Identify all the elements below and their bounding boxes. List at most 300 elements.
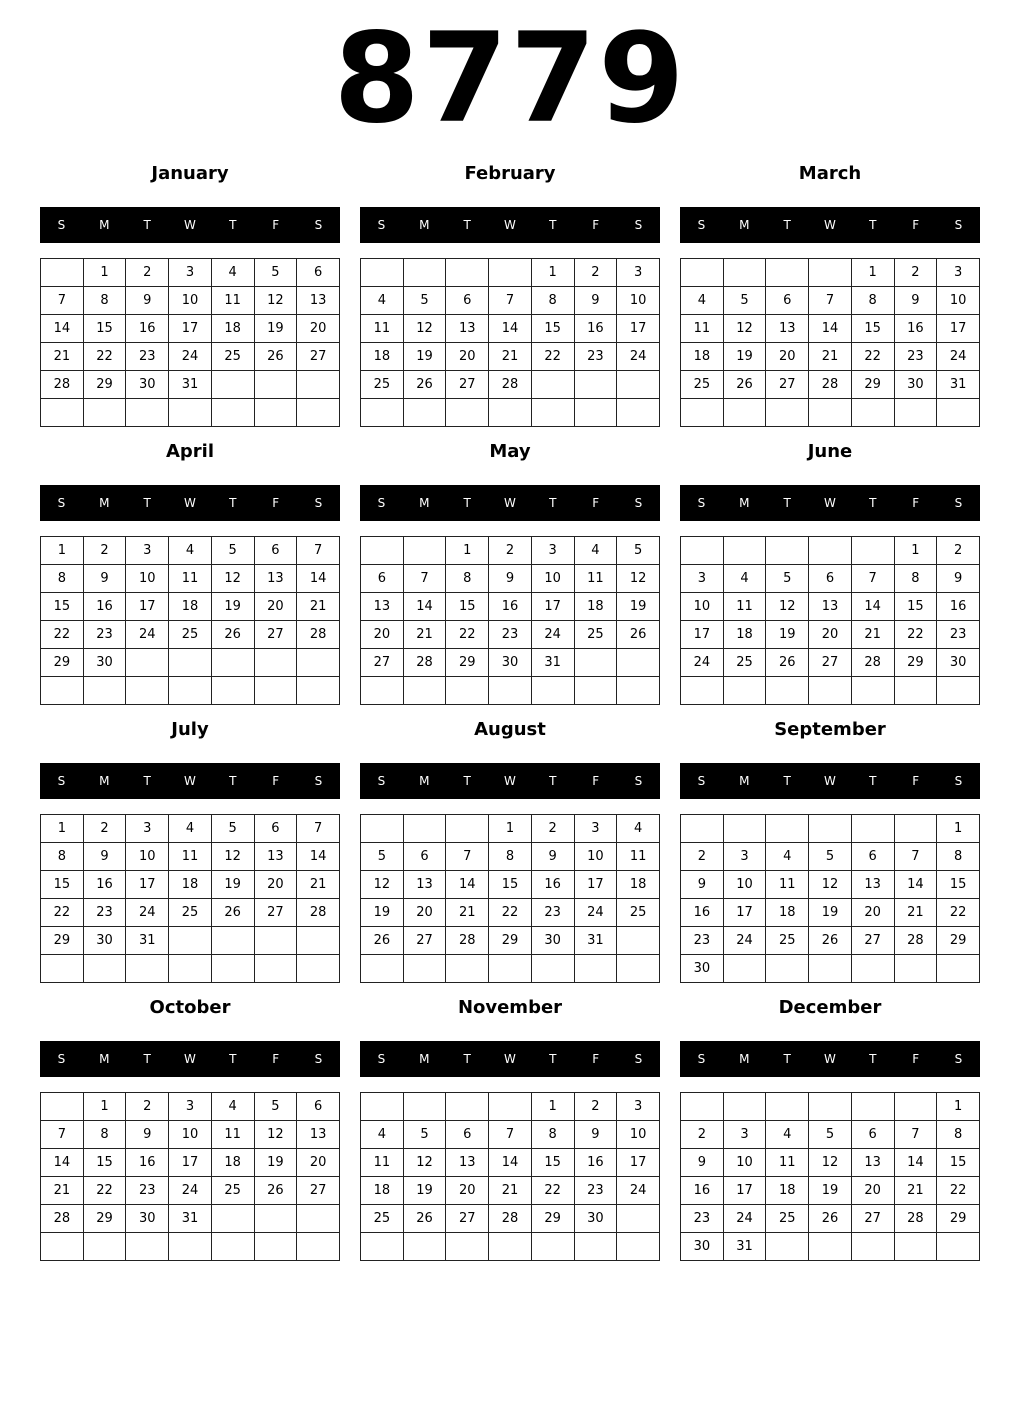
day-cell: 26: [809, 927, 852, 955]
weekday-header: [680, 207, 980, 243]
week-row: [681, 1205, 980, 1233]
weekday-label: W: [824, 774, 836, 788]
week-row: [41, 1233, 340, 1261]
day-cell: 18: [361, 343, 404, 371]
week-row: [361, 593, 660, 621]
day-cell: 29: [83, 1205, 126, 1233]
day-cell: 8: [41, 843, 84, 871]
day-cell: [169, 955, 212, 983]
day-cell: 4: [169, 815, 212, 843]
weekday-label: S: [634, 218, 643, 232]
day-cell: 21: [489, 1177, 532, 1205]
day-cell: 5: [617, 537, 660, 565]
day-cell: 10: [723, 871, 766, 899]
day-cell: [851, 399, 894, 427]
day-cell: 1: [41, 537, 84, 565]
day-cell: 1: [446, 537, 489, 565]
day-cell: 5: [211, 815, 254, 843]
day-cell: [617, 1205, 660, 1233]
week-row: [361, 871, 660, 899]
day-cell: 29: [851, 371, 894, 399]
day-cell: 19: [617, 593, 660, 621]
weekday-label: F: [592, 218, 600, 232]
day-cell: [361, 537, 404, 565]
day-cell: [446, 815, 489, 843]
day-cell: [574, 1233, 617, 1261]
weekday-label: T: [783, 496, 791, 510]
day-cell: 27: [809, 649, 852, 677]
day-cell: 18: [169, 593, 212, 621]
day-cell: [766, 1233, 809, 1261]
day-cell: 8: [83, 287, 126, 315]
day-cell: 1: [937, 1093, 980, 1121]
day-cell: [766, 677, 809, 705]
day-cell: 7: [894, 1121, 937, 1149]
week-row: [41, 315, 340, 343]
day-cell: [403, 1093, 446, 1121]
weekday-label: T: [869, 496, 877, 510]
weekday-label: T: [463, 1052, 471, 1066]
day-cell: 19: [809, 899, 852, 927]
day-cell: 25: [361, 371, 404, 399]
week-row: [41, 593, 340, 621]
month-title: January: [151, 163, 229, 184]
day-cell: 1: [894, 537, 937, 565]
day-cell: 17: [169, 1149, 212, 1177]
day-cell: [83, 955, 126, 983]
day-cell: 11: [766, 871, 809, 899]
day-cell: [851, 677, 894, 705]
day-cell: [574, 955, 617, 983]
day-cell: 7: [403, 565, 446, 593]
day-cell: 20: [809, 621, 852, 649]
day-cell: 22: [41, 621, 84, 649]
day-cell: 22: [446, 621, 489, 649]
weekday-label: W: [184, 496, 196, 510]
day-cell: 9: [574, 1121, 617, 1149]
day-cell: 14: [403, 593, 446, 621]
day-cell: 17: [126, 871, 169, 899]
day-cell: 29: [41, 927, 84, 955]
weekday-label: T: [869, 218, 877, 232]
day-grid: [360, 1092, 660, 1261]
day-cell: 16: [126, 315, 169, 343]
day-cell: 12: [723, 315, 766, 343]
weekday-label: M: [419, 496, 430, 510]
week-row: [41, 537, 340, 565]
day-cell: 6: [851, 843, 894, 871]
day-cell: 3: [169, 259, 212, 287]
week-row: [361, 565, 660, 593]
week-row: [361, 1093, 660, 1121]
day-cell: 11: [574, 565, 617, 593]
day-cell: [254, 1205, 297, 1233]
weekday-label: M: [99, 1052, 110, 1066]
day-cell: [169, 927, 212, 955]
day-cell: [446, 955, 489, 983]
day-cell: 1: [851, 259, 894, 287]
day-cell: 14: [41, 315, 84, 343]
day-cell: 9: [894, 287, 937, 315]
week-row: [41, 1205, 340, 1233]
month-title: June: [807, 441, 853, 462]
day-cell: [254, 955, 297, 983]
day-cell: 18: [617, 871, 660, 899]
day-cell: 29: [937, 927, 980, 955]
day-cell: 10: [169, 1121, 212, 1149]
day-cell: 28: [894, 1205, 937, 1233]
week-row: [681, 315, 980, 343]
weekday-label: S: [314, 1052, 323, 1066]
day-cell: 27: [297, 1177, 340, 1205]
day-cell: 12: [617, 565, 660, 593]
day-cell: 18: [169, 871, 212, 899]
day-cell: 28: [41, 371, 84, 399]
week-row: [41, 815, 340, 843]
day-cell: [809, 259, 852, 287]
day-cell: 2: [126, 259, 169, 287]
day-cell: 1: [937, 815, 980, 843]
day-cell: 18: [723, 621, 766, 649]
week-row: [361, 537, 660, 565]
day-cell: 31: [126, 927, 169, 955]
day-cell: 13: [851, 1149, 894, 1177]
day-cell: [403, 259, 446, 287]
day-cell: [446, 399, 489, 427]
day-cell: 19: [254, 1149, 297, 1177]
day-cell: 16: [937, 593, 980, 621]
day-cell: 8: [531, 1121, 574, 1149]
day-cell: 15: [937, 871, 980, 899]
day-cell: [894, 1093, 937, 1121]
week-row: [41, 1093, 340, 1121]
weekday-header: [40, 1041, 340, 1077]
day-cell: 23: [531, 899, 574, 927]
week-row: [41, 1121, 340, 1149]
day-grid: [680, 536, 980, 705]
day-cell: [211, 399, 254, 427]
week-row: [41, 343, 340, 371]
day-cell: 23: [574, 1177, 617, 1205]
day-cell: 31: [723, 1233, 766, 1261]
day-cell: 11: [211, 287, 254, 315]
weekday-label: T: [783, 774, 791, 788]
day-cell: 15: [531, 1149, 574, 1177]
day-cell: 16: [681, 1177, 724, 1205]
week-row: [681, 1093, 980, 1121]
day-cell: 16: [126, 1149, 169, 1177]
weekday-header: [680, 1041, 980, 1077]
month-title: April: [165, 441, 215, 462]
week-row: [681, 399, 980, 427]
day-cell: [83, 677, 126, 705]
day-cell: [489, 1233, 532, 1261]
day-cell: 21: [403, 621, 446, 649]
weekday-label: F: [272, 218, 280, 232]
day-cell: 25: [766, 927, 809, 955]
weekday-label: M: [99, 218, 110, 232]
day-cell: 30: [531, 927, 574, 955]
day-cell: 11: [766, 1149, 809, 1177]
day-cell: 25: [211, 343, 254, 371]
day-cell: 4: [766, 1121, 809, 1149]
weekday-label: T: [549, 218, 557, 232]
day-cell: 23: [126, 1177, 169, 1205]
weekday-label: S: [697, 1052, 706, 1066]
day-cell: 7: [894, 843, 937, 871]
day-cell: [489, 955, 532, 983]
day-cell: 24: [126, 621, 169, 649]
day-cell: 21: [41, 1177, 84, 1205]
day-cell: 21: [894, 1177, 937, 1205]
day-cell: [211, 1205, 254, 1233]
weekday-label: W: [184, 774, 196, 788]
day-grid: [680, 1092, 980, 1261]
week-row: [361, 287, 660, 315]
day-cell: 9: [489, 565, 532, 593]
day-cell: 31: [574, 927, 617, 955]
day-cell: 25: [211, 1177, 254, 1205]
weekday-label: S: [954, 774, 963, 788]
day-cell: [297, 677, 340, 705]
weekday-label: W: [184, 1052, 196, 1066]
day-cell: 17: [723, 1177, 766, 1205]
weekday-header: [680, 485, 980, 521]
day-cell: 2: [574, 259, 617, 287]
day-cell: 15: [937, 1149, 980, 1177]
weekday-label: S: [57, 1052, 66, 1066]
day-cell: 28: [489, 1205, 532, 1233]
day-cell: 3: [126, 537, 169, 565]
day-cell: 12: [254, 287, 297, 315]
day-cell: 29: [937, 1205, 980, 1233]
week-row: [681, 927, 980, 955]
day-cell: 10: [531, 565, 574, 593]
day-cell: 16: [574, 315, 617, 343]
day-grid: [680, 814, 980, 983]
day-cell: [617, 399, 660, 427]
weekday-label: M: [99, 496, 110, 510]
weekday-header: [40, 763, 340, 799]
day-cell: 8: [851, 287, 894, 315]
day-cell: 21: [809, 343, 852, 371]
day-cell: 20: [446, 1177, 489, 1205]
day-cell: 11: [211, 1121, 254, 1149]
weekday-label: S: [697, 218, 706, 232]
day-cell: 26: [254, 1177, 297, 1205]
day-cell: 21: [41, 343, 84, 371]
day-cell: 24: [723, 1205, 766, 1233]
weekday-label: S: [697, 496, 706, 510]
year-title: 8779: [333, 7, 687, 151]
day-cell: 29: [489, 927, 532, 955]
day-cell: 3: [574, 815, 617, 843]
day-cell: [531, 955, 574, 983]
day-cell: 12: [361, 871, 404, 899]
day-cell: 23: [574, 343, 617, 371]
day-cell: 7: [41, 287, 84, 315]
day-cell: 25: [169, 899, 212, 927]
day-cell: [254, 649, 297, 677]
day-cell: 23: [489, 621, 532, 649]
day-cell: [681, 259, 724, 287]
day-cell: 16: [681, 899, 724, 927]
day-cell: 18: [211, 315, 254, 343]
weekday-label: W: [504, 496, 516, 510]
day-cell: 19: [361, 899, 404, 927]
day-cell: [297, 371, 340, 399]
day-cell: [361, 399, 404, 427]
day-cell: 13: [766, 315, 809, 343]
day-cell: [723, 955, 766, 983]
day-cell: 30: [126, 371, 169, 399]
day-cell: 27: [766, 371, 809, 399]
day-cell: 25: [617, 899, 660, 927]
day-cell: [126, 1233, 169, 1261]
day-cell: 8: [937, 1121, 980, 1149]
week-row: [361, 927, 660, 955]
day-cell: 24: [723, 927, 766, 955]
day-cell: 12: [254, 1121, 297, 1149]
week-row: [681, 287, 980, 315]
day-cell: 28: [809, 371, 852, 399]
weekday-label: W: [824, 496, 836, 510]
day-cell: 16: [83, 871, 126, 899]
day-cell: [937, 1233, 980, 1261]
week-row: [41, 871, 340, 899]
day-cell: 28: [297, 621, 340, 649]
day-cell: [766, 1093, 809, 1121]
day-cell: 10: [574, 843, 617, 871]
day-cell: 15: [489, 871, 532, 899]
day-cell: [574, 649, 617, 677]
day-cell: 18: [211, 1149, 254, 1177]
day-cell: [851, 955, 894, 983]
weekday-label: M: [739, 1052, 750, 1066]
day-cell: 9: [681, 1149, 724, 1177]
weekday-label: M: [419, 774, 430, 788]
week-row: [41, 371, 340, 399]
day-cell: [446, 259, 489, 287]
week-row: [361, 1205, 660, 1233]
day-cell: 4: [211, 259, 254, 287]
day-cell: [254, 371, 297, 399]
weekday-label: F: [592, 496, 600, 510]
day-cell: [894, 1233, 937, 1261]
day-cell: [83, 399, 126, 427]
day-cell: 21: [297, 593, 340, 621]
day-cell: 22: [937, 899, 980, 927]
weekday-label: W: [504, 218, 516, 232]
weekday-label: T: [463, 774, 471, 788]
day-cell: 1: [83, 259, 126, 287]
day-cell: [851, 1233, 894, 1261]
weekday-label: F: [272, 496, 280, 510]
day-cell: 27: [403, 927, 446, 955]
weekday-label: T: [869, 774, 877, 788]
day-cell: [681, 399, 724, 427]
day-cell: 4: [211, 1093, 254, 1121]
weekday-label: M: [419, 218, 430, 232]
day-cell: 23: [894, 343, 937, 371]
day-cell: 8: [41, 565, 84, 593]
week-row: [681, 593, 980, 621]
day-cell: 9: [83, 843, 126, 871]
day-cell: [851, 537, 894, 565]
day-cell: 2: [681, 843, 724, 871]
day-cell: 20: [361, 621, 404, 649]
day-cell: 13: [446, 1149, 489, 1177]
day-cell: 4: [361, 1121, 404, 1149]
day-cell: 28: [446, 927, 489, 955]
day-cell: [531, 1233, 574, 1261]
day-cell: 13: [361, 593, 404, 621]
week-row: [41, 927, 340, 955]
day-cell: 27: [446, 371, 489, 399]
weekday-label: W: [504, 1052, 516, 1066]
day-cell: 16: [531, 871, 574, 899]
day-cell: [574, 371, 617, 399]
day-cell: 28: [894, 927, 937, 955]
day-cell: 26: [617, 621, 660, 649]
day-cell: 14: [489, 315, 532, 343]
day-cell: [211, 1233, 254, 1261]
day-cell: 27: [361, 649, 404, 677]
week-row: [41, 955, 340, 983]
week-row: [681, 371, 980, 399]
day-cell: 28: [489, 371, 532, 399]
day-cell: 10: [937, 287, 980, 315]
day-cell: [126, 955, 169, 983]
day-cell: 17: [574, 871, 617, 899]
day-cell: 8: [937, 843, 980, 871]
day-cell: 9: [531, 843, 574, 871]
day-cell: 8: [531, 287, 574, 315]
day-cell: 12: [403, 315, 446, 343]
day-cell: 10: [723, 1149, 766, 1177]
day-cell: 12: [809, 871, 852, 899]
weekday-label: T: [229, 774, 237, 788]
day-cell: 29: [894, 649, 937, 677]
day-cell: 26: [211, 621, 254, 649]
day-cell: 13: [297, 287, 340, 315]
day-cell: 22: [41, 899, 84, 927]
day-cell: 5: [809, 843, 852, 871]
day-cell: [41, 677, 84, 705]
day-cell: 13: [446, 315, 489, 343]
day-cell: 7: [809, 287, 852, 315]
day-cell: 10: [169, 287, 212, 315]
day-cell: [297, 1233, 340, 1261]
day-cell: 1: [489, 815, 532, 843]
day-grid: [40, 814, 340, 983]
day-cell: 4: [574, 537, 617, 565]
week-row: [41, 287, 340, 315]
day-cell: 29: [41, 649, 84, 677]
day-cell: 14: [894, 1149, 937, 1177]
day-cell: [723, 815, 766, 843]
day-cell: 11: [361, 315, 404, 343]
day-cell: [723, 259, 766, 287]
day-cell: 30: [574, 1205, 617, 1233]
day-cell: 3: [681, 565, 724, 593]
day-cell: [937, 399, 980, 427]
day-cell: 23: [126, 343, 169, 371]
day-cell: [766, 259, 809, 287]
day-cell: 9: [126, 287, 169, 315]
day-cell: 19: [723, 343, 766, 371]
day-cell: 4: [766, 843, 809, 871]
